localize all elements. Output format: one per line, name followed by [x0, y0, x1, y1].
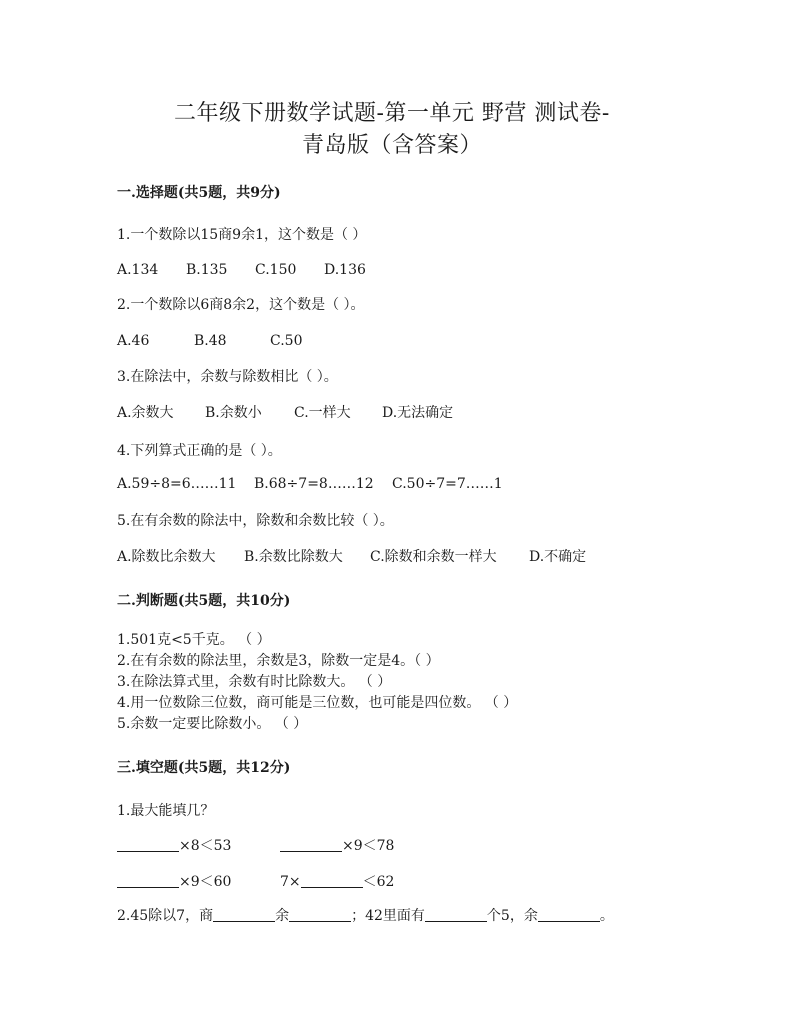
option-a: A.59÷8=6……11 [117, 476, 237, 492]
fill-row: ×9＜78 [280, 835, 394, 855]
answer-blank[interactable] [425, 907, 487, 922]
option-d: D.136 [324, 262, 366, 278]
option-d: D.无法确定 [382, 405, 454, 421]
option-b: B.余数小 [205, 405, 262, 421]
judgement-item: 5.余数一定要比除数小。 （ ） [117, 716, 308, 732]
fill-row: ×9＜60 [117, 871, 231, 891]
judgement-item: 4.用一位数除三位数，商可能是三位数，也可能是四位数。 （ ） [117, 695, 518, 711]
section-heading-fill: 三.填空题(共5题，共12分) [117, 760, 291, 776]
section-heading-judgement: 二.判断题(共5题，共10分) [117, 593, 291, 609]
page-title-line1: 二年级下册数学试题-第一单元 野营 测试卷- [174, 101, 610, 126]
judgement-item: 1.501克<5千克。 （ ） [117, 632, 271, 648]
answer-blank[interactable] [289, 907, 351, 922]
answer-blank[interactable] [117, 837, 179, 852]
answer-blank[interactable] [117, 873, 179, 888]
answer-blank[interactable] [538, 907, 600, 922]
option-c: C.除数和余数一样大 [370, 549, 497, 565]
fill-row: 7× ＜62 [280, 874, 395, 890]
question-stem: 5.在有余数的除法中，除数和余数比较（ ）。 [117, 513, 394, 529]
option-c: C.50 [270, 333, 303, 349]
option-a: A.46 [117, 333, 150, 349]
option-c: C.一样大 [294, 405, 351, 421]
option-a: A.134 [117, 262, 159, 278]
option-b: B.68÷7=8……12 [254, 476, 374, 492]
answer-blank[interactable] [213, 907, 275, 922]
option-a: A.除数比余数大 [117, 549, 216, 565]
question-stem: 1.最大能填几？ [117, 803, 215, 819]
question-stem: 1.一个数除以15商9余1，这个数是（ ） [117, 227, 367, 243]
question-stem: 3.在除法中，余数与除数相比（ ）。 [117, 369, 338, 385]
answer-blank[interactable] [280, 837, 342, 852]
answer-blank[interactable] [301, 873, 363, 888]
section-heading-choice: 一.选择题(共5题，共9分) [117, 185, 281, 201]
option-a: A.余数大 [117, 405, 174, 421]
judgement-item: 2.在有余数的除法里，余数是3，除数一定是4。（ ） [117, 653, 440, 669]
fill-row: ×8＜53 [117, 835, 231, 855]
option-c: C.50÷7=7……1 [392, 476, 503, 492]
option-b: B.135 [186, 262, 228, 278]
option-b: B.余数比除数大 [244, 549, 343, 565]
question-stem: 4.下列算式正确的是（ ）。 [117, 443, 282, 459]
judgement-item: 3.在除法算式里，余数有时比除数大。 （ ） [117, 674, 392, 690]
option-b: B.48 [194, 333, 227, 349]
question-stem: 2.一个数除以6商8余2，这个数是（ ）。 [117, 297, 365, 313]
option-d: D.不确定 [529, 549, 587, 565]
fill-question-2: 2.45除以7，商 余 ；42里面有 个5，余 。 [117, 908, 614, 924]
page-title-line2: 青岛版（含答案） [302, 133, 483, 158]
option-c: C.150 [255, 262, 297, 278]
